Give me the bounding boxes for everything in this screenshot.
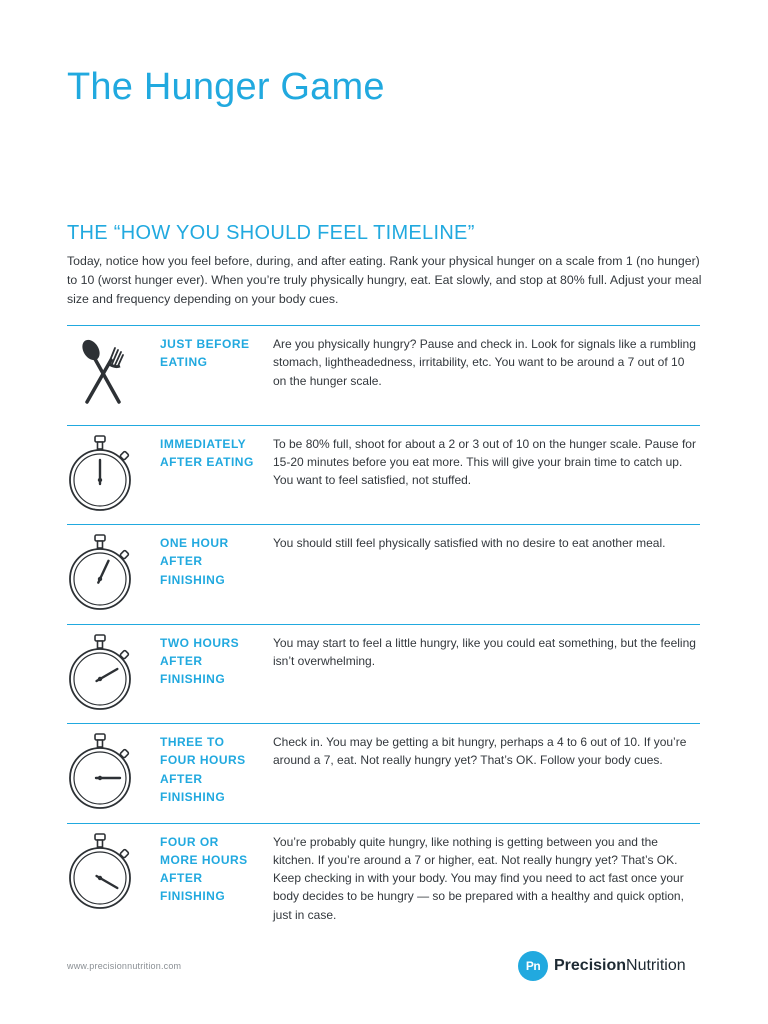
row-label: THREE TO FOUR HOURS AFTER FINISHING [160, 735, 246, 804]
row-label: ONE HOUR AFTER FINISHING [160, 536, 229, 587]
stopwatch-icon [67, 430, 137, 516]
pn-logo-mark: Pn [518, 951, 548, 981]
timeline-table [67, 325, 700, 934]
footer-url-link[interactable]: www.precisionnutrition.com [67, 961, 182, 971]
row-description: To be 80% full, shoot for about a 2 or 3 out of 10 on the hunger scale. Pause for 15-20 minutes before you eat more. This will give your brain time to catch up. You want to feel satisfied, not stuffed. [273, 436, 696, 488]
fork-spoon-icon [67, 330, 137, 416]
timeline-row [67, 325, 700, 425]
stopwatch-icon [67, 529, 137, 615]
page-title: The Hunger Game [67, 66, 385, 108]
row-label: JUST BEFORE EATING [160, 337, 250, 370]
timeline-row [67, 723, 700, 823]
timeline-row [67, 624, 700, 724]
timeline-row [67, 524, 700, 624]
logo-wordmark-light: Nutrition [626, 957, 686, 974]
precision-nutrition-logo [518, 950, 686, 982]
row-description: Are you physically hungry? Pause and check in. Look for signals like a rumbling stomach, lightheadedness, irritability, etc. You want to be around a 7 out of 10 on the hunger scale. [273, 337, 696, 388]
stopwatch-icon [67, 828, 137, 914]
timeline-row [67, 823, 700, 934]
row-label: IMMEDIATELY AFTER EATING [160, 436, 254, 469]
logo-wordmark [554, 957, 686, 975]
row-description: You may start to feel a little hungry, like you could eat something, but the feeling isn’t overwhelming. [273, 635, 696, 668]
row-description: You’re probably quite hungry, like nothing is getting between you and the kitchen. If you’re around a 7 or higher, eat. Not really hungry yet? That’s OK. Keep checking in with your body. You may find you need to act fast once your body decides to be hungry — so be prepared with a healthy and quick option, just in case. [273, 834, 684, 922]
row-description: Check in. You may be getting a bit hungry, perhaps a 4 to 6 out of 10. If you’re around a 7, eat. Not really hungry yet? That’s OK. Follow your body cues. [273, 735, 687, 768]
row-label: FOUR OR MORE HOURS AFTER FINISHING [160, 834, 248, 904]
section-title: THE “HOW YOU SHOULD FEEL TIMELINE” [67, 222, 475, 244]
stopwatch-icon [67, 629, 137, 715]
timeline-row [67, 425, 700, 525]
row-description: You should still feel physically satisfied with no desire to eat another meal. [273, 536, 666, 550]
stopwatch-icon [67, 728, 137, 814]
intro-paragraph: Today, notice how you feel before, during, and after eating. Rank your physical hunger on a scale from 1 (no hunger) to 10 (worst hunger ever). When you’re truly physically hungry, eat. Eat slowly, and stop at 80% full. Adjust your meal size and frequency depending on your body cues. [67, 254, 702, 306]
logo-wordmark-bold: Precision [554, 957, 627, 974]
row-label: TWO HOURS AFTER FINISHING [160, 635, 240, 687]
